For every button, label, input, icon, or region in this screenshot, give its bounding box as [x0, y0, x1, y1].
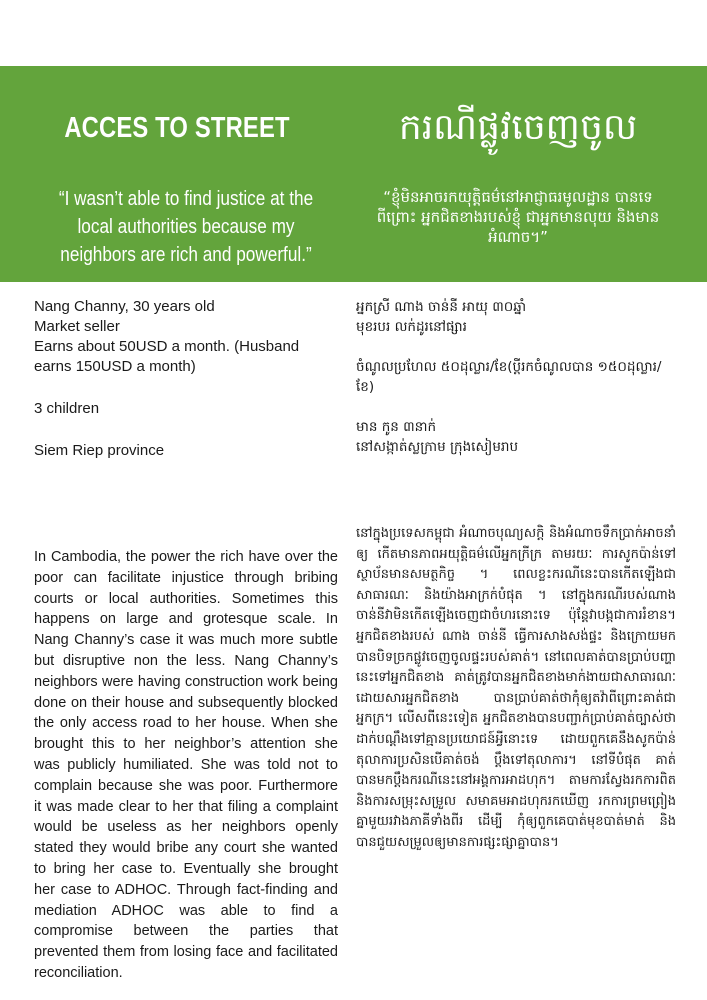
quote-khmer: “ខ្ញុំមិនអាចរកយុត្តិធម៌នៅអាជ្ញាធរមូលដ្ឋាន បានទេ ពីព្រោះ អ្នកជិតខាងរបស់ខ្ញុំ ជាអ្នកមានលុយ និងមានអំណាច។”	[376, 188, 660, 246]
profile-km-children: មាន កូន ៣នាក់	[356, 419, 437, 435]
title-english: ACCES TO STREET	[64, 112, 290, 144]
profile-km-occupation: មុខរបរ លក់ដូរនៅផ្សារ	[356, 319, 467, 335]
profile-children: 3 children	[34, 400, 100, 417]
profile-province: Siem Riep province	[34, 442, 165, 459]
title-khmer: ករណីផ្លូវចេញចូល	[398, 107, 638, 148]
story-khmer: នៅក្នុងប្រទេសកម្ពុជា អំណាចបុណ្យសក្តិ និងអំណាចទឹកប្រាក់អាចនាំឲ្យ កើតមានភាពអយុត្តិធម៌លើអ្នកក្រីក្រ តាមរយៈ ការសូកប៉ាន់ទៅស្ថាប័នមានសមត្ថកិច្ច ។ ពេលខ្លះករណីនេះបានកើតឡើងជាសាធារណៈ និងយ៉ាងអាក្រក់បំផុត ។ នៅក្នុងករណីរបស់ណាងចាន់នីវាមិនកើតឡើងចេញជាចំហរនោះទេ ប៉ុន្តែវាបង្កជាការរំខាន។ អ្នកជិតខាងរបស់ ណាង ចាន់នី ធ្វើការសាងសង់ផ្ទះ និងក្រោយមកបានបិទច្រកផ្លូវចេញចូលផ្ទះរបស់គាត់។ នៅពេលគាត់បានប្រាប់បញ្ហានេះទៅអ្នកជិតខាង គាត់ត្រូវបានអ្នកជិតខាងមាក់ងាយជាសាធារណៈ ដោយសារអ្នកជិតខាង បានប្រាប់គាត់ថាកុំឲ្យតវ៉ាពីព្រោះគាត់ជាអ្នកក្រ។ លើសពីនេះទៀត អ្នកជិតខាងបានបញ្ជាក់ប្រាប់គាត់ច្បាស់ថា ដាក់បណ្តឹងទៅគ្មានប្រយោជន៍អ្វីនោះទេ ដោយពួកគេនឹងសូកប៉ាន់តុលាការប្រសិនបើគាត់ចង់ ប្តឹងទៅតុលាការ។ នៅទីបំផុត គាត់បានមកប្តឹងករណីនេះនៅអង្គការអាដហុក។ តាមការស្វែងរកការពិត និងការសម្រុះសម្រួល សមាគមអាដហុករកឃើញ រកការព្រមព្រៀងគ្នាមួយរវាងភាគីទាំងពីរ ដើម្បី កុំឲ្យពួកគេបាត់មុខបាត់មាត់ និងបានជួយសម្រួលឲ្យមានការផ្សះផ្សាគ្នាបាន។	[356, 526, 676, 850]
story-english: In Cambodia, the power the rich have over the poor can facilitate injustice through bribing courts or local authorities. Sometimes this happens on large and grotesque scale. In Nang Channy’s case it was much more subtle but disruptive non the less. Nang Channy’s neighbors were having construction work being done on their house and subsequently blocked the only access road to her house. When she brought this to her neighbor’s attention she was publicly humiliated. She was told not to complain because she was poor. Furthermore it was made clear to her that filing a complaint would be useless as her neighbors openly stated they would bribe any court she wanted to bring her case to. Eventually she brought her case to ADHOC. Through fact-finding and mediation ADHOC was able to find a compromise between the parties that prevented them from losing face and facilitated reconciliation.	[34, 549, 338, 981]
quote-english: “I wasn’t able to find justice at the local authorities because my neighbors are rich and powerful.”	[58, 188, 314, 266]
header-banner	[0, 66, 707, 282]
profile-english	[34, 297, 334, 461]
profile-km-income: ចំណូលប្រហែល ៥០ដុល្លារ/ខែ(ប្តីរកចំណូលបាន ១៥០ដុល្លារ/ខែ)	[356, 359, 662, 395]
profile-income: Earns about 50USD a month. (Husband earns 150USD a month)	[34, 338, 300, 375]
profile-name-age: Nang Channy, 30 years old	[34, 298, 215, 315]
profile-occupation: Market seller	[34, 318, 120, 335]
profile-khmer	[356, 297, 676, 457]
profile-km-province: នៅសង្កាត់ស្លក្រាម ក្រុងសៀមរាប	[356, 439, 519, 455]
profile-km-name-age: អ្នកស្រី ណាង ចាន់នី អាយុ ៣០ឆ្នាំ	[356, 299, 527, 315]
